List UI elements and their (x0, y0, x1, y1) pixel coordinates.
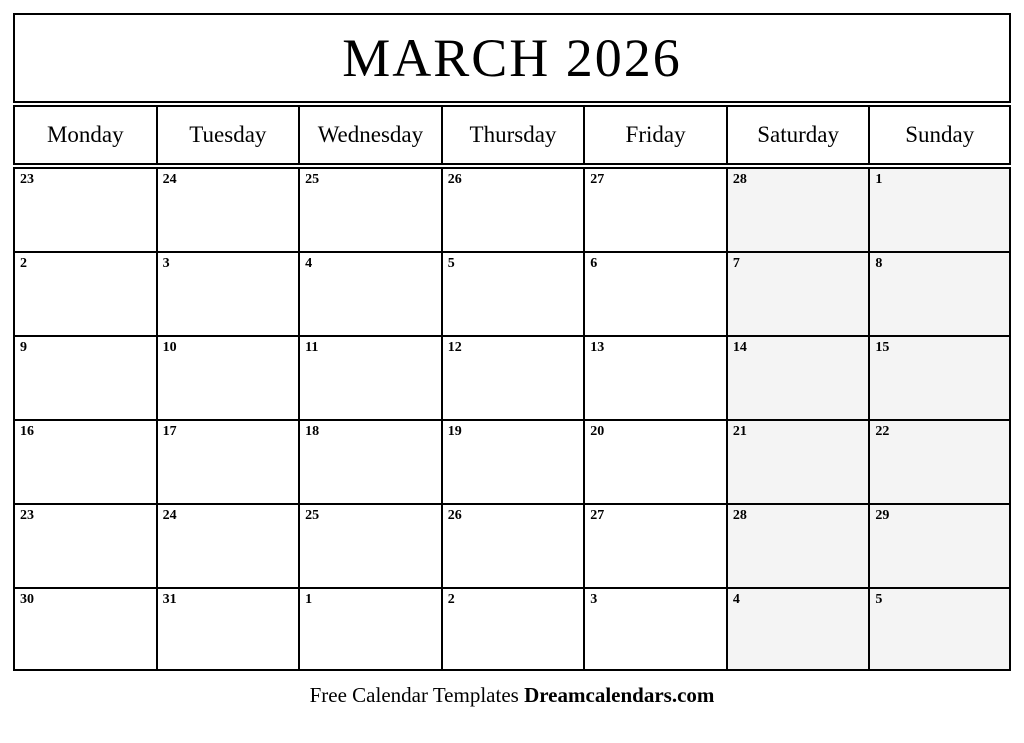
date-cell (13, 419, 156, 503)
date-number: 27 (590, 172, 605, 187)
date-number: 19 (447, 424, 462, 439)
date-cell-weekend (868, 251, 1011, 335)
date-number: 3 (590, 592, 598, 607)
footer-label: Free Calendar Templates (309, 683, 519, 707)
date-cell (583, 587, 726, 671)
date-cell (441, 419, 584, 503)
weekday-header-saturday: Saturday (726, 105, 869, 165)
weekday-header-sunday: Sunday (868, 105, 1011, 165)
date-number: 4 (305, 256, 313, 271)
calendar-title: MARCH 2026 (342, 28, 682, 88)
date-number: 6 (590, 256, 598, 271)
date-grid (13, 167, 1011, 671)
date-number: 17 (162, 424, 177, 439)
date-cell (583, 335, 726, 419)
date-cell (298, 335, 441, 419)
date-number: 28 (732, 508, 747, 523)
date-number: 4 (732, 592, 740, 607)
date-number: 11 (305, 340, 319, 355)
footer-brand: Dreamcalendars.com (524, 683, 715, 707)
date-number: 28 (732, 172, 747, 187)
date-cell-weekend (726, 419, 869, 503)
date-cell (156, 419, 299, 503)
date-cell-weekend (868, 587, 1011, 671)
date-number: 29 (875, 508, 890, 523)
date-cell (13, 335, 156, 419)
date-cell-weekend (868, 419, 1011, 503)
date-cell-weekend (726, 167, 869, 251)
date-number: 15 (875, 340, 890, 355)
date-number: 8 (875, 256, 883, 271)
weekday-header-row (13, 105, 1011, 165)
date-number: 7 (732, 256, 740, 271)
date-cell (441, 503, 584, 587)
date-number: 24 (162, 172, 177, 187)
date-cell (13, 167, 156, 251)
date-number: 5 (875, 592, 883, 607)
date-cell-weekend (868, 503, 1011, 587)
date-cell (13, 251, 156, 335)
date-cell (156, 251, 299, 335)
date-number: 23 (20, 508, 34, 523)
date-cell-weekend (726, 587, 869, 671)
date-cell-weekend (726, 503, 869, 587)
date-cell (441, 251, 584, 335)
calendar-title-box (13, 13, 1011, 103)
calendar (13, 13, 1011, 671)
date-number: 2 (447, 592, 455, 607)
date-cell-weekend (868, 335, 1011, 419)
date-cell (583, 251, 726, 335)
date-cell (156, 167, 299, 251)
date-cell-weekend (726, 335, 869, 419)
date-cell (298, 419, 441, 503)
date-cell (156, 335, 299, 419)
date-cell (583, 419, 726, 503)
date-number: 24 (162, 508, 177, 523)
date-number: 1 (305, 592, 313, 607)
date-cell (13, 587, 156, 671)
date-number: 14 (732, 340, 747, 355)
date-number: 30 (20, 592, 34, 607)
date-number: 26 (447, 508, 462, 523)
date-cell-weekend (868, 167, 1011, 251)
date-number: 1 (875, 172, 883, 187)
date-cell (298, 167, 441, 251)
weekday-header-thursday: Thursday (441, 105, 584, 165)
date-number: 18 (305, 424, 320, 439)
date-number: 21 (732, 424, 747, 439)
date-number: 31 (162, 592, 177, 607)
date-cell (583, 167, 726, 251)
date-cell (13, 503, 156, 587)
date-cell (298, 587, 441, 671)
weekday-header-wednesday: Wednesday (298, 105, 441, 165)
date-number: 2 (20, 256, 27, 271)
date-number: 20 (590, 424, 605, 439)
date-cell (298, 503, 441, 587)
date-number: 22 (875, 424, 890, 439)
date-cell-weekend (726, 251, 869, 335)
date-number: 25 (305, 172, 320, 187)
date-cell (156, 587, 299, 671)
date-number: 3 (162, 256, 170, 271)
date-number: 5 (447, 256, 455, 271)
date-cell (441, 335, 584, 419)
date-number: 27 (590, 508, 605, 523)
date-cell (156, 503, 299, 587)
date-number: 13 (590, 340, 605, 355)
footer (0, 683, 1024, 708)
date-number: 9 (20, 340, 27, 355)
date-cell (441, 587, 584, 671)
weekday-header-monday: Monday (13, 105, 156, 165)
weekday-header-friday: Friday (583, 105, 726, 165)
date-cell (441, 167, 584, 251)
weekday-header-tuesday: Tuesday (156, 105, 299, 165)
date-cell (298, 251, 441, 335)
date-number: 26 (447, 172, 462, 187)
date-number: 12 (447, 340, 462, 355)
date-number: 10 (162, 340, 177, 355)
date-number: 16 (20, 424, 34, 439)
date-cell (583, 503, 726, 587)
date-number: 23 (20, 172, 34, 187)
date-number: 25 (305, 508, 320, 523)
